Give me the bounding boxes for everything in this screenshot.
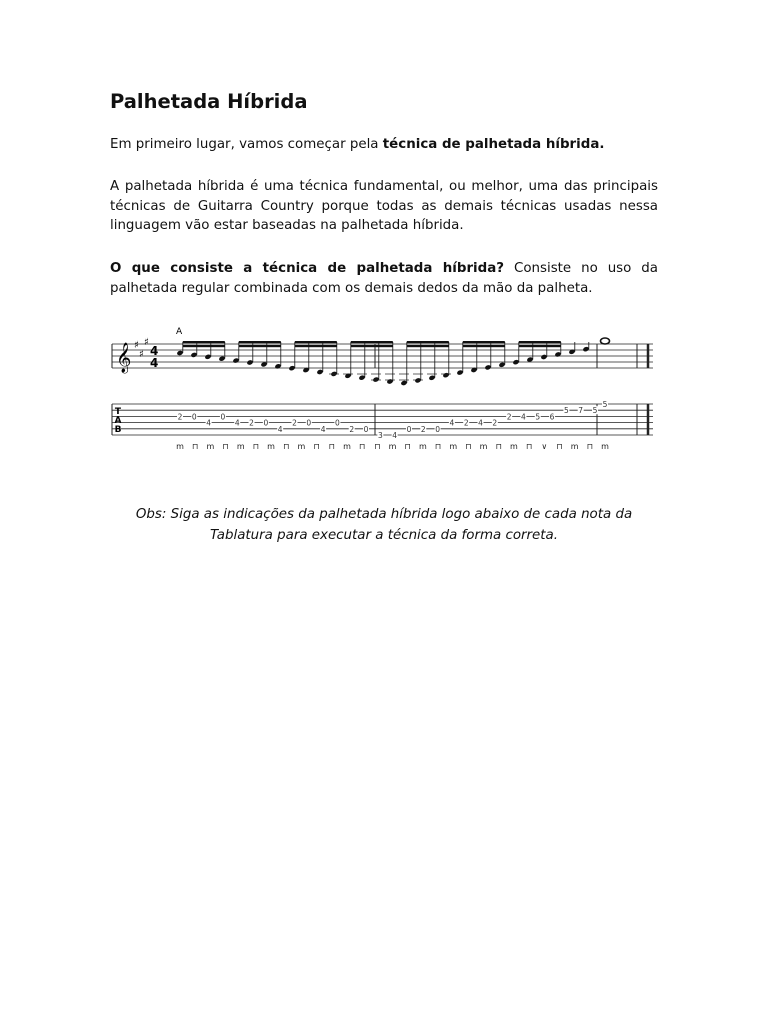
tab-number: 5: [602, 400, 608, 409]
section-label: A: [176, 327, 183, 337]
note-beam: [407, 345, 449, 347]
tab-number: 0: [191, 412, 197, 422]
tab-clef-letter: A: [114, 416, 122, 426]
pick-mark: m: [449, 442, 458, 451]
intro-paragraph: [110, 135, 658, 155]
pick-mark: ⊓: [192, 442, 199, 451]
pick-mark: ⊓: [465, 442, 472, 451]
pick-mark: ⊓: [313, 442, 320, 451]
question-paragraph: [110, 259, 658, 298]
note-beam: [183, 341, 225, 343]
pick-mark: m: [510, 442, 518, 451]
pick-mark: m: [297, 442, 306, 451]
tab-number: 2: [463, 418, 469, 428]
note-beam: [519, 345, 561, 347]
sharp-icon: ♯: [144, 337, 149, 348]
time-signature-bottom: 4: [150, 356, 159, 370]
note-beam: [463, 345, 505, 347]
tab-number: 7: [578, 406, 584, 416]
pick-mark: m: [479, 442, 488, 451]
tab-number: 2: [349, 424, 355, 434]
pick-mark: m: [267, 442, 275, 451]
tab-number: 0: [263, 418, 269, 428]
pick-mark: ⊓: [495, 442, 502, 451]
tab-number: 4: [521, 412, 526, 422]
pick-mark: ⊓: [434, 442, 442, 451]
tab-number: 6: [549, 412, 555, 422]
tab-number: 2: [177, 412, 183, 422]
note-beam: [183, 345, 225, 347]
tab-number: 4: [392, 431, 398, 440]
note-beam: [351, 341, 393, 343]
time-signature-top: 4: [150, 344, 159, 358]
note-beam: [295, 345, 337, 347]
pick-mark: m: [418, 442, 427, 451]
tab-number: 3: [377, 431, 383, 440]
note-beam: [295, 341, 337, 343]
tab-number: 4: [320, 424, 326, 434]
note-beam: [407, 341, 449, 343]
note-beam: [239, 341, 281, 343]
sharp-icon: ♯: [134, 340, 139, 351]
pick-mark: ⊓: [359, 442, 366, 451]
tab-number: 5: [535, 412, 541, 422]
tab-number: 2: [506, 412, 512, 422]
picking-row: [176, 442, 609, 451]
pick-mark: m: [206, 442, 215, 451]
pick-mark: ⊓: [222, 442, 229, 451]
tab-clef-letter: T: [114, 407, 122, 417]
tab-number: 4: [449, 418, 455, 428]
pick-mark: m: [176, 442, 184, 451]
tab-number: 0: [220, 412, 226, 422]
tab-number: 2: [492, 418, 498, 428]
tab-number: 0: [406, 424, 412, 434]
pick-mark: ⊓: [283, 442, 290, 451]
tab-number: 4: [206, 418, 212, 428]
intro-bold: técnica de palhetada híbrida.: [382, 137, 605, 152]
tab-number: 5: [592, 406, 598, 416]
pick-mark: ⊓: [586, 442, 593, 451]
note-beam: [463, 341, 505, 343]
pick-mark: ⊓: [525, 442, 533, 451]
music-notation: [110, 322, 655, 457]
question-text: Consiste no uso da palhetada regular combinada com os demais dedos da mão da palheta.: [110, 261, 658, 296]
tab-number: 2: [420, 424, 426, 434]
pick-mark: m: [601, 442, 609, 451]
tab-number: 4: [234, 418, 240, 428]
note-beam: [351, 345, 393, 347]
sharp-icon: ♯: [139, 349, 144, 360]
treble-clef-icon: 𝄞: [116, 343, 132, 373]
note-beam: [239, 345, 281, 347]
tab-number: 0: [435, 424, 440, 434]
pick-mark: ⊓: [404, 442, 411, 451]
tab-number: 2: [292, 418, 297, 428]
tab-number: 5: [563, 406, 569, 416]
whole-note: [601, 338, 610, 344]
tab-number: 0: [335, 418, 340, 428]
notation-staff: [112, 327, 653, 386]
tab-number: 2: [249, 418, 254, 428]
tab-number: 4: [478, 418, 483, 428]
pick-mark: ⊓: [252, 442, 260, 451]
intro-text: Em primeiro lugar, vamos começar pela: [110, 137, 383, 152]
tab-clef-letter: B: [114, 425, 122, 435]
tab-number: 4: [277, 424, 283, 434]
pick-mark: m: [236, 442, 245, 451]
tab-number: 0: [306, 418, 312, 428]
pick-mark: m: [388, 442, 397, 451]
description-paragraph: A palhetada híbrida é uma técnica fundamental, ou melhor, uma das principais técnicas de Guitarra Country porque todas as demais técnicas usadas nessa linguagem vão estar baseadas na palhetada híbrida.: [110, 179, 658, 233]
page-title: Palhetada Híbrida: [110, 90, 308, 113]
observation-note: Obs: Siga as indicações da palhetada híbrida logo abaixo de cada nota da Tablatura para executar a técnica da forma correta.: [135, 507, 633, 543]
pick-mark: ⊓: [556, 442, 563, 451]
question-bold: O que consiste a técnica de palhetada híbrida?: [110, 261, 505, 276]
pick-mark: m: [343, 442, 351, 451]
pick-mark: ⊓: [374, 442, 381, 451]
pick-mark: m: [570, 442, 579, 451]
pick-mark: ⊓: [328, 442, 335, 451]
tablature: [112, 400, 653, 440]
tab-number: 0: [363, 424, 369, 434]
pick-mark: ∨: [541, 442, 548, 451]
note-beam: [519, 341, 561, 343]
